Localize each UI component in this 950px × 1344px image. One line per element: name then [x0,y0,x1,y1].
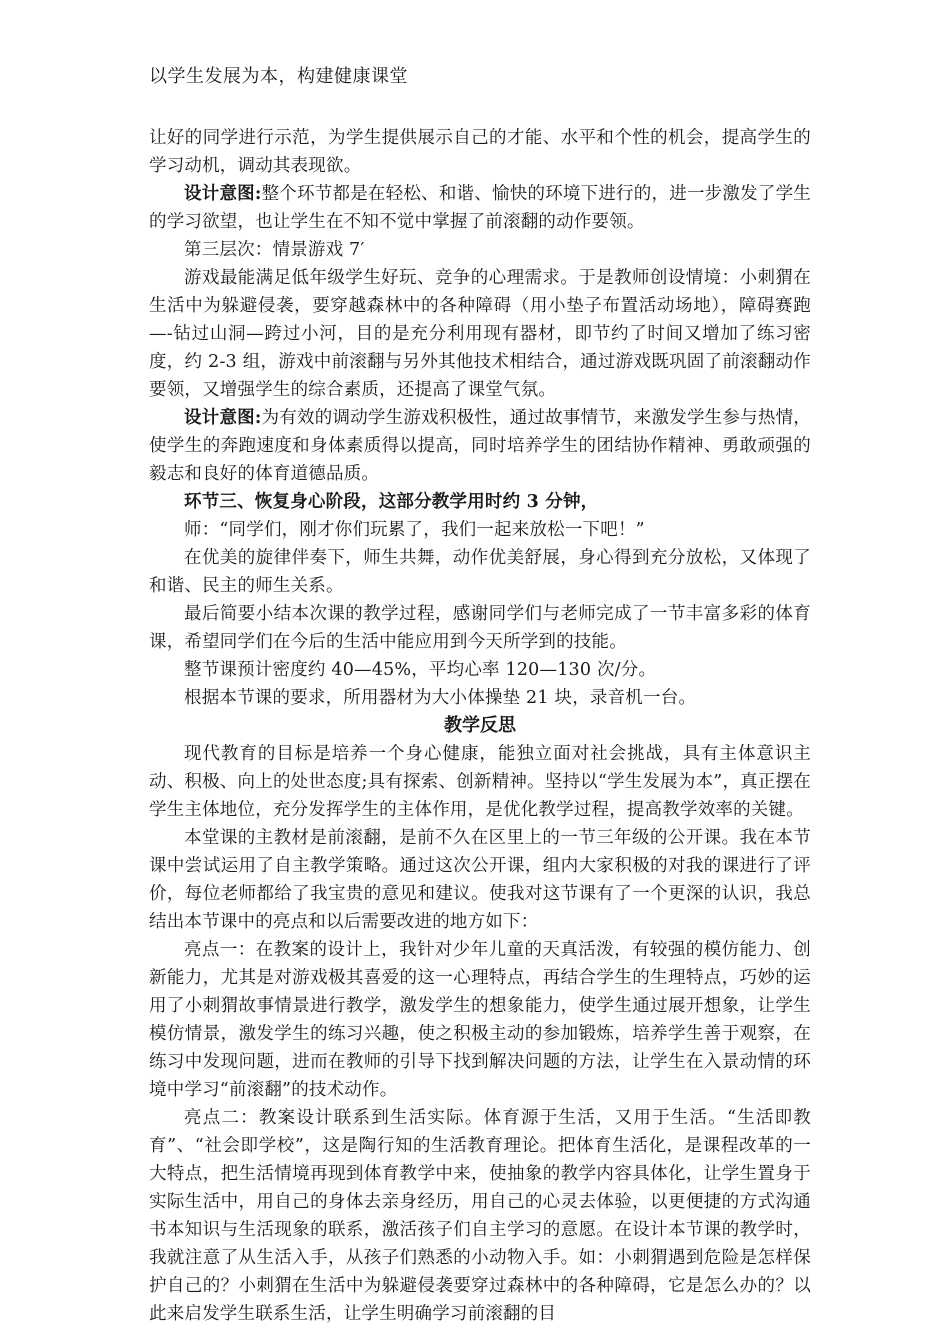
density-paragraph: 整节课预计密度约 40—45%，平均心率 120—130 次/分。 [184,660,657,680]
document-body [149,124,811,1328]
highlight-one-paragraph: 亮点一：在教案的设计上，我针对少年儿童的天真活泼，有较强的模仿能力、创新能力，尤其是对游戏极其喜爱的这一心理特点，再结合学生的生理特点，巧妙的运用了小刺猬故事情景进行教学，激发学生的想象能力，使学生通过展开想象，让学生模仿情景，激发学生的练习兴趣，使之积极主动的参加锻炼，培养学生善于观察，在练习中发现问题，进而在教师的引导下找到解决问题的方法，让学生在入景动情的环境中学习“前滚翻”的技术动作。 [149,940,811,1100]
running-header: 以学生发展为本，构建健康课堂 [149,66,408,87]
design-intent-label: 设计意图: [184,184,262,204]
design-intent-label: 设计意图: [184,408,262,428]
reflection-section-title: 教学反思 [444,715,516,736]
level-three-heading: 第三层次：情景游戏 7′ [184,240,365,260]
stage-three-heading: 环节三、恢复身心阶段，这部分教学用时约 3 分钟， [184,492,599,512]
game-paragraph: 游戏最能满足低年级学生好玩、竞争的心理需求。于是教师创设情境：小刺猬在生活中为躲避侵袭，要穿越森林中的各种障碍（用小垫子布置活动场地），障碍赛跑—-钻过山洞—跨过小河，目的是充分利用现有器材，即节约了时间又增加了练习密度，约 2-3 组，游戏中前滚翻与另外其他技术相结合，通过游戏既巩固了前滚翻动作要领，又增强学生的综合素质，还提高了课堂气氛。 [149,268,811,400]
reflection-paragraph-1: 现代教育的目标是培养一个身心健康，能独立面对社会挑战，具有主体意识主动、积极、向上的处世态度;具有探索、创新精神。坚持以“学生发展为本”，真正摆在学生主体地位，充分发挥学生的主体作用，是优化教学过程，提高教学效率的关键。 [149,744,811,820]
design-intent-text: 整个环节都是在轻松、和谐、愉快的环境下进行的，进一步激发了学生的学习欲望，也让学生在不知不觉中掌握了前滚翻的动作要领。 [149,184,811,232]
design-intent-text: 为有效的调动学生游戏积极性，通过故事情节，来激发学生参与热情，使学生的奔跑速度和身体素质得以提高，同时培养学生的团结协作精神、勇敢顽强的毅志和良好的体育道德品质。 [149,408,811,484]
equipment-paragraph: 根据本节课的要求，所用器材为大小体操垫 21 块，录音机一台。 [184,688,697,708]
design-intent-paragraph-1 [149,180,811,236]
highlight-two-paragraph: 亮点二：教案设计联系到生活实际。体育源于生活，又用于生活。“生活即教育”、“社会即学校”，这是陶行知的生活教育理论。把体育生活化，是课程改革的一大特点，把生活情境再现到体育教学中来，使抽象的教学内容具体化，让学生置身于实际生活中，用自己的身体去亲身经历，用自己的心灵去体验，以更便捷的方式沟通书本知识与生活现象的联系，激活孩子们自主学习的意愿。在设计本节课的教学时，我就注意了从生活入手，从孩子们熟悉的小动物入手。如：小刺猬遇到危险是怎样保护自己的？小刺猬在生活中为躲避侵袭要穿过森林中的各种障碍，它是怎么办的？以此来启发学生联系生活，让学生明确学习前滚翻的目 [149,1108,811,1324]
reflection-paragraph-2: 本堂课的主教材是前滚翻，是前不久在区里上的一节三年级的公开课。我在本节课中尝试运用了自主教学策略。通过这次公开课，组内大家积极的对我的课进行了评价，每位老师都给了我宝贵的意见和建议。使我对这节课有了一个更深的认识，我总结出本节课中的亮点和以后需要改进的地方如下： [149,828,811,932]
relax-paragraph: 在优美的旋律伴奏下，师生共舞，动作优美舒展，身心得到充分放松，又体现了和谐、民主的师生关系。 [149,548,811,596]
design-intent-paragraph-2 [149,404,811,488]
summary-paragraph: 最后简要小结本次课的教学过程，感谢同学们与老师完成了一节丰富多彩的体育课，希望同学们在今后的生活中能应用到今天所学到的技能。 [149,604,811,652]
paragraph-continued: 让好的同学进行示范，为学生提供展示自己的才能、水平和个性的机会，提高学生的学习动机，调动其表现欲。 [149,128,811,176]
teacher-quote: 师：“同学们，刚才你们玩累了，我们一起来放松一下吧！” [184,520,645,540]
